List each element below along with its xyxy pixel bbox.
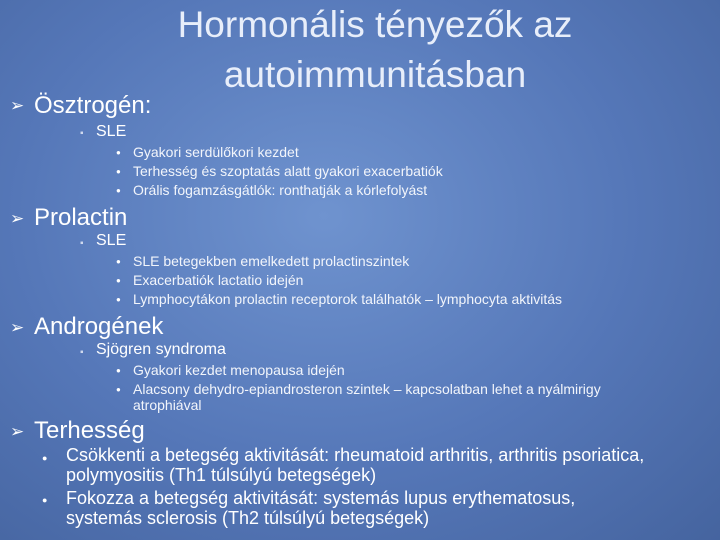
list-item: Gyakori serdülőkori kezdet [133, 144, 299, 160]
list-item: Lymphocytákon prolactin receptorok találhatók – lymphocyta aktivitás [133, 291, 563, 307]
dot-bullet-icon: ● [116, 257, 121, 266]
dot-bullet-icon: ● [116, 186, 121, 195]
dot-bullet-icon: ● [116, 148, 121, 157]
arrow-bullet-icon: ➢ [10, 318, 25, 337]
list-item: Terhesség és szoptatás alatt gyakori exacerbatiók [133, 163, 443, 179]
list-item-line: Csökkenti a betegség aktivitását: rheumatoid arthritis, arthritis psoriatica, [66, 445, 645, 465]
section-heading-prolactin: Prolactin [34, 204, 128, 231]
section-heading-androgens: Androgének [34, 313, 164, 340]
slide-title-line-1: Hormonális tényezők az [177, 4, 573, 45]
section-heading-estrogen: Ösztrogén: [34, 92, 152, 119]
dot-bullet-icon: ● [116, 366, 121, 375]
section-heading-pregnancy: Terhesség [34, 417, 145, 444]
list-item-line: polymyositis (Th1 túlsúlyú betegségek) [66, 465, 377, 485]
list-item: Alacsony dehydro-epiandrosteron szintek – kapcsolatban lehet a nyálmirigy [133, 381, 601, 397]
list-item-line: systemás sclerosis (Th2 túlsúlyú betegségek) [66, 508, 430, 528]
list-item: SLE betegekben emelkedett prolactinszintek [133, 253, 410, 269]
list-item: Orális fogamzásgátlók: ronthatják a kórlefolyást [133, 182, 428, 198]
list-item [66, 488, 716, 528]
list-item [66, 445, 716, 485]
square-bullet-icon: ▪ [80, 347, 84, 358]
list-item-continuation: atrophiával [133, 397, 202, 413]
dot-bullet-icon: ● [116, 167, 121, 176]
square-bullet-icon: ▪ [80, 238, 84, 249]
list-item: Gyakori kezdet menopausa idején [133, 362, 345, 378]
slide-title-line-2: autoimmunitásban [223, 54, 527, 95]
dot-bullet-icon: ● [116, 276, 121, 285]
dot-bullet-icon: ● [116, 385, 121, 394]
dot-bullet-icon: ● [116, 295, 121, 304]
dot-bullet-icon: ● [42, 495, 48, 505]
arrow-bullet-icon: ➢ [10, 209, 25, 228]
arrow-bullet-icon: ➢ [10, 422, 25, 441]
list-item-line: Fokozza a betegség aktivitását: systemás lupus erythematosus, [66, 488, 576, 508]
subheading-sjogren: Sjögren syndroma [96, 341, 226, 358]
slide-title [120, 0, 630, 100]
dot-bullet-icon: ● [42, 453, 48, 463]
list-item: Exacerbatiók lactatio idején [133, 272, 304, 288]
subheading-sle: SLE [96, 123, 127, 140]
arrow-bullet-icon: ➢ [10, 96, 25, 115]
subheading-sle: SLE [96, 232, 127, 249]
square-bullet-icon: ▪ [80, 128, 84, 139]
